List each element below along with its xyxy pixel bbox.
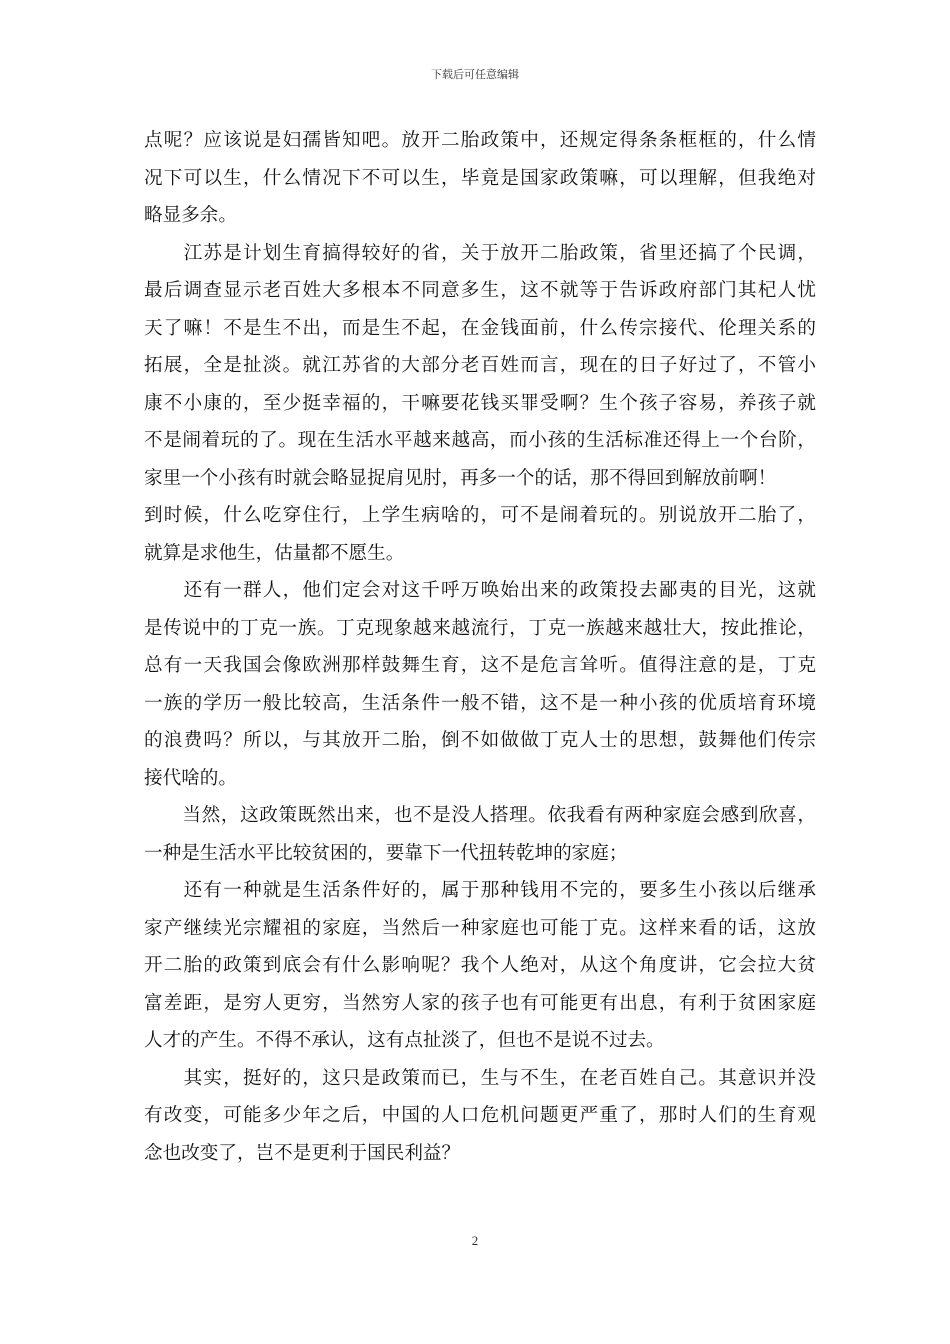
- text-line: 开二胎的政策到底会有什么影响呢？我个人绝对，从这个角度讲，它会拉大贫: [144, 955, 816, 976]
- text-line: 江苏是计划生育搞得较好的省，关于放开二胎政策，省里还搞了个民调，: [144, 242, 816, 264]
- text-line: 还有一种就是生活条件好的，属于那种钱用不完的，要多生小孩以后继承: [144, 880, 816, 901]
- text-line: 拓展，全是扯淡。就江苏省的大部分老百姓而言，现在的日子好过了，不管小: [144, 355, 816, 376]
- text-line: 一族的学历一般比较高，生活条件一般不错，这不是一种小孩的优质培育环境: [144, 692, 816, 714]
- text-line: 还有一群人，他们定会对这千呼万唤始出来的政策投去鄙夷的目光，这就: [144, 580, 816, 601]
- page-number: 2: [471, 1233, 479, 1248]
- text-line: 富差距，是穷人更穷，当然穷人家的孩子也有可能更有出息，有利于贫困家庭: [144, 992, 816, 1014]
- text-line: 是传说中的丁克一族。丁克现象越来越流行，丁克一族越来越壮大，按此推论，: [144, 617, 816, 639]
- text-line: 略显多余。: [144, 205, 237, 226]
- text-line: 的浪费吗？所以，与其放开二胎，倒不如做做丁克人士的思想，鼓舞他们传宗: [144, 730, 816, 751]
- text-line: 家产继续光宗耀祖的家庭，当然后一种家庭也可能丁克。这样来看的话，这放: [144, 917, 816, 939]
- text-line: 人才的产生。不得不承认，这有点扯淡了，但也不是说不过去。: [144, 1030, 665, 1051]
- text-line: 最后调查显示老百姓大多根本不同意多生，这不就等于告诉政府部门其杞人忧: [144, 280, 816, 301]
- text-line: 一种是生活水平比较贫困的，要靠下一代扭转乾坤的家庭；: [144, 842, 628, 864]
- text-line: 念也改变了，岂不是更利于国民利益？: [144, 1142, 461, 1164]
- text-line: 当然，这政策既然出来，也不是没人搭理。依我看有两种家庭会感到欣喜，: [144, 805, 816, 826]
- body-text: [144, 122, 816, 1172]
- page-header: 下载后可任意编辑: [431, 68, 519, 81]
- text-line: 有改变，可能多少年之后，中国的人口危机问题更严重了，那时人们的生育观: [144, 1105, 816, 1126]
- text-line: 点呢？应该说是妇孺皆知吧。放开二胎政策中，还规定得条条框框的，什么情: [144, 130, 816, 151]
- text-line: 总有一天我国会像欧洲那样鼓舞生育，这不是危言耸听。值得注意的是，丁克: [144, 655, 816, 676]
- text-line: 到时候，什么吃穿住行，上学生病啥的，可不是闹着玩的。别说放开二胎了，: [144, 505, 816, 526]
- text-line: 天了嘛！不是生不出，而是生不起，在金钱面前，什么传宗接代、伦理关系的: [144, 317, 816, 339]
- text-line: 康不小康的，至少挺幸福的，干嘛要花钱买罪受啊？生个孩子容易，养孩子就: [144, 392, 816, 414]
- text-line: 不是闹着玩的了。现在生活水平越来越高，而小孩的生活标准还得上一个台阶，: [144, 430, 816, 451]
- text-line: 其实，挺好的，这只是政策而已，生与不生，在老百姓自己。其意识并没: [144, 1067, 816, 1089]
- text-line: 就算是求他生，估量都不愿生。: [144, 542, 405, 564]
- text-line: 况下可以生，什么情况下不可以生，毕竟是国家政策嘛，可以理解，但我绝对: [144, 167, 816, 189]
- text-line: 家里一个小孩有时就会略显捉肩见肘，再多一个的话，那不得回到解放前啊！: [144, 467, 777, 489]
- text-line: 接代啥的。: [144, 767, 237, 789]
